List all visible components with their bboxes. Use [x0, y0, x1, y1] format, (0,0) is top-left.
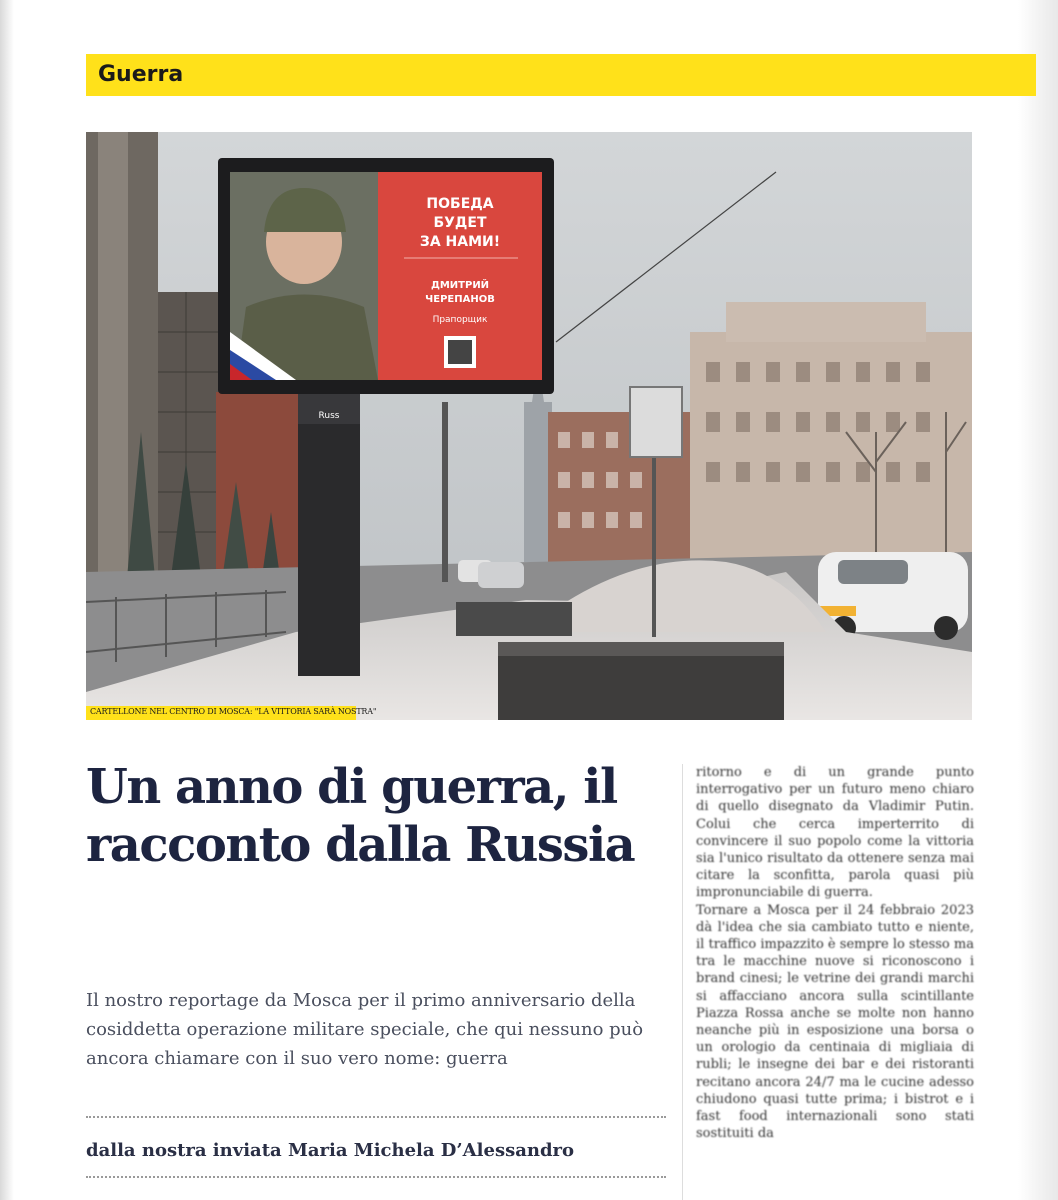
photo-illustration — [86, 132, 972, 720]
dotted-divider — [86, 1116, 666, 1118]
column-rule — [682, 764, 683, 1200]
section-header — [86, 54, 1036, 96]
article-body-column — [696, 764, 974, 1200]
article-standfirst: Il nostro reportage da Mosca per il primo anniversario della cosiddetta operazione militare speciale, che qui nessuno può ancora chiamare con il suo vero nome: guerra — [86, 990, 644, 1069]
article-headline: Un anno di guerra, il racconto dalla Russia — [86, 759, 635, 873]
billboard-slogan-2: БУДЕТ — [433, 215, 487, 231]
billboard-name-1: ДМИТРИЙ — [430, 280, 490, 291]
page-edge-shadow — [1018, 0, 1058, 1200]
article-photo — [86, 132, 972, 720]
article-body-paragraph: Tornare a Mosca per il 24 febbraio 2023 dà l'idea che sia cambiato tutto e niente, il traffico impazzito è sempre lo stesso ma tra le macchine nuove si riconoscono i brand cinesi; le vetrine dei grandi marchi si affacciano ancora sulla scintillante Piazza Rossa anche se molte non hanno neanche più in esposizione una borsa o un orologio da centinaia di migliaia di rubli; le insegne dei bar e dei ristoranti recitano ancora 24/7 ma le cucine adesso chiudono quasi tutte prima; i bistrot e i fast food internazionali sono stati sostituiti da — [696, 902, 974, 1142]
billboard-name-2: ЧЕРЕПАНОВ — [425, 294, 495, 305]
article-byline: dalla nostra inviata Maria Michela D’Alessandro — [86, 1140, 575, 1161]
dotted-divider — [86, 1176, 666, 1178]
pole-brand: Russ — [318, 411, 340, 421]
photo-caption-text: CARTELLONE NEL CENTRO DI MOSCA: "LA VITTORIA SARÀ NOSTRA" — [90, 707, 377, 716]
photo-caption — [86, 706, 377, 720]
billboard-slogan-1: ПОБЕДА — [426, 196, 494, 212]
page-edge-shadow — [0, 0, 14, 1200]
section-label: Guerra — [98, 62, 184, 87]
billboard-slogan-3: ЗА НАМИ! — [419, 234, 501, 250]
billboard-rank: Прапорщик — [432, 315, 488, 325]
article-body-paragraph: ritorno e di un grande punto interrogativo per un futuro meno chiaro di quello disegnato da Vladimir Putin. Colui che cerca imperterrito di convincere il suo popolo come la vittoria sia l'unico risultato da ottenere senza mai citare la sconfitta, parola quasi più impronunciabile di guerra. — [696, 765, 974, 901]
